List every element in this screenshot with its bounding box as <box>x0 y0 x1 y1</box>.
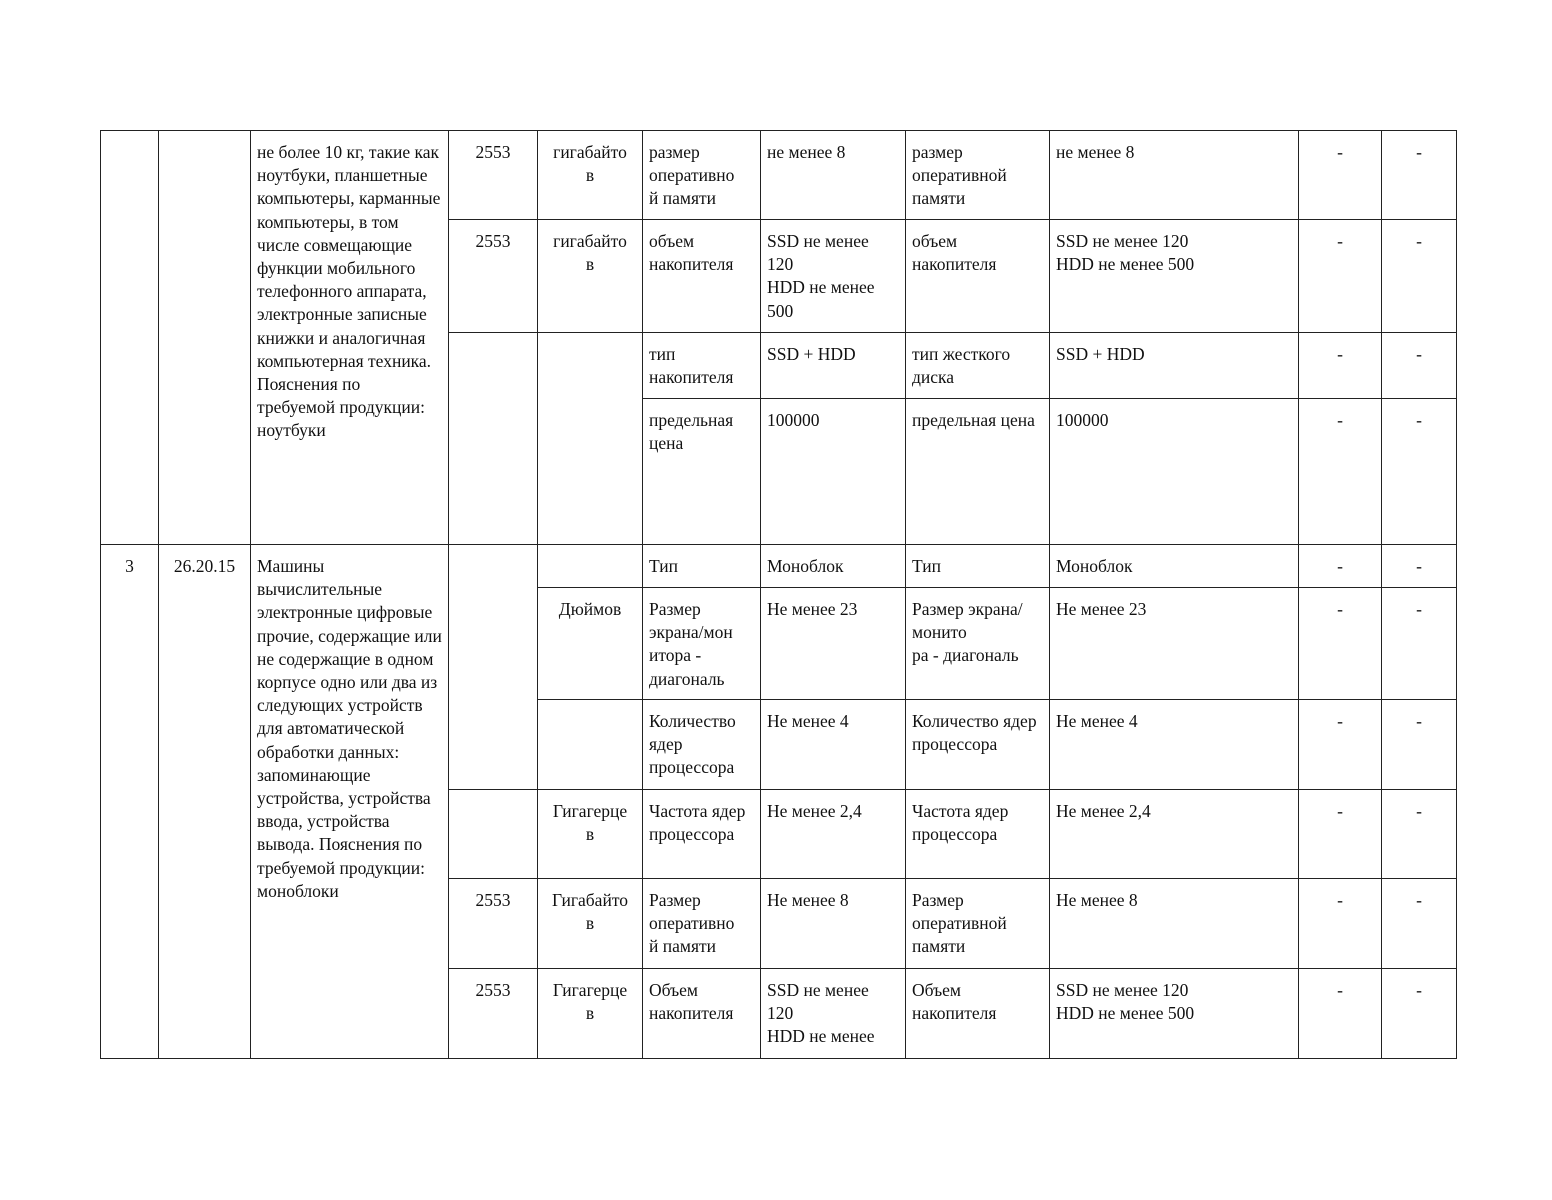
cell-value-approved: SSD + HDD <box>1050 333 1299 399</box>
cell-unit: Гигагерце в <box>538 969 643 1059</box>
cell-dash: - <box>1382 879 1457 969</box>
cell-okei: 2553 <box>449 131 538 220</box>
cell-dash: - <box>1382 131 1457 220</box>
characteristics-table <box>100 130 1457 1059</box>
cell-num: 3 <box>101 545 159 1059</box>
cell-dash: - <box>1382 220 1457 333</box>
cell-characteristic: Тип <box>643 545 761 588</box>
cell-dash: - <box>1299 545 1382 588</box>
cell-characteristic: объем накопителя <box>643 220 761 333</box>
cell-characteristic-approved: Частота ядер процессора <box>906 790 1050 879</box>
cell-unit <box>538 333 643 545</box>
cell-value-approved: Моноблок <box>1050 545 1299 588</box>
cell-characteristic: предельная цена <box>643 399 761 545</box>
cell-value-approved: SSD не менее 120 HDD не менее 500 <box>1050 969 1299 1059</box>
cell-okei: 2553 <box>449 969 538 1059</box>
cell-dash: - <box>1382 545 1457 588</box>
table-row <box>101 131 1457 220</box>
cell-dash: - <box>1299 131 1382 220</box>
cell-characteristic-approved: объем накопителя <box>906 220 1050 333</box>
cell-value-approved: SSD не менее 120 HDD не менее 500 <box>1050 220 1299 333</box>
cell-characteristic-approved: Объем накопителя <box>906 969 1050 1059</box>
cell-unit: гигабайто в <box>538 220 643 333</box>
cell-value: Моноблок <box>761 545 906 588</box>
cell-characteristic: размер оперативно й памяти <box>643 131 761 220</box>
document-page <box>100 130 1456 1059</box>
cell-dash: - <box>1299 220 1382 333</box>
cell-value-approved: Не менее 2,4 <box>1050 790 1299 879</box>
cell-value: не менее 8 <box>761 131 906 220</box>
cell-characteristic-approved: Размер экрана/монито ра - диагональ <box>906 588 1050 700</box>
cell-characteristic-approved: Размер оперативной памяти <box>906 879 1050 969</box>
cell-okei <box>449 790 538 879</box>
cell-value: Не менее 2,4 <box>761 790 906 879</box>
cell-unit: Дюймов <box>538 588 643 700</box>
cell-unit <box>538 700 643 790</box>
cell-value-approved: не менее 8 <box>1050 131 1299 220</box>
cell-dash: - <box>1382 399 1457 545</box>
cell-characteristic-approved: размер оперативной памяти <box>906 131 1050 220</box>
cell-characteristic: Размер экрана/мон итора - диагональ <box>643 588 761 700</box>
cell-dash: - <box>1299 399 1382 545</box>
cell-unit: Гигагерце в <box>538 790 643 879</box>
cell-characteristic: тип накопителя <box>643 333 761 399</box>
cell-value-approved: Не менее 23 <box>1050 588 1299 700</box>
cell-description: Машины вычислительные электронные цифровые прочие, содержащие или не содержащие в одном корпусе одно или два из следующих устройств для автоматической обработки данных: запоминающие устройства, устройства ввода, устройства вывода. Пояснения по требуемой продукции: моноблоки <box>251 545 449 1059</box>
cell-value: SSD не менее 120 HDD не менее 500 <box>761 220 906 333</box>
cell-dash: - <box>1299 333 1382 399</box>
cell-value-approved: 100000 <box>1050 399 1299 545</box>
cell-dash: - <box>1382 333 1457 399</box>
cell-value: Не менее 8 <box>761 879 906 969</box>
cell-code: 26.20.15 <box>159 545 251 1059</box>
cell-value: 100000 <box>761 399 906 545</box>
cell-characteristic-approved: тип жесткого диска <box>906 333 1050 399</box>
cell-characteristic: Объем накопителя <box>643 969 761 1059</box>
cell-characteristic: Частота ядер процессора <box>643 790 761 879</box>
cell-num <box>101 131 159 545</box>
table-row <box>101 545 1457 588</box>
cell-dash: - <box>1299 969 1382 1059</box>
cell-value-approved: Не менее 8 <box>1050 879 1299 969</box>
cell-unit <box>538 545 643 588</box>
cell-dash: - <box>1299 588 1382 700</box>
cell-characteristic: Размер оперативно й памяти <box>643 879 761 969</box>
cell-dash: - <box>1382 790 1457 879</box>
cell-dash: - <box>1299 790 1382 879</box>
cell-value: SSD не менее 120 HDD не менее <box>761 969 906 1059</box>
cell-description: не более 10 кг, такие как ноутбуки, планшетные компьютеры, карманные компьютеры, в том числе совмещающие функции мобильного телефонного аппарата, электронные записные книжки и аналогичная компьютерная техника. Пояснения по требуемой продукции: ноутбуки <box>251 131 449 545</box>
cell-characteristic-approved: Количество ядер процессора <box>906 700 1050 790</box>
cell-okei <box>449 545 538 790</box>
cell-okei: 2553 <box>449 220 538 333</box>
cell-value-approved: Не менее 4 <box>1050 700 1299 790</box>
cell-okei <box>449 333 538 545</box>
cell-code <box>159 131 251 545</box>
cell-okei: 2553 <box>449 879 538 969</box>
cell-value: Не менее 4 <box>761 700 906 790</box>
cell-dash: - <box>1299 879 1382 969</box>
cell-unit: Гигабайто в <box>538 879 643 969</box>
cell-value: SSD + HDD <box>761 333 906 399</box>
cell-value: Не менее 23 <box>761 588 906 700</box>
cell-characteristic-approved: предельная цена <box>906 399 1050 545</box>
cell-dash: - <box>1382 588 1457 700</box>
cell-unit: гигабайто в <box>538 131 643 220</box>
cell-characteristic: Количество ядер процессора <box>643 700 761 790</box>
cell-dash: - <box>1382 969 1457 1059</box>
cell-dash: - <box>1299 700 1382 790</box>
cell-characteristic-approved: Тип <box>906 545 1050 588</box>
cell-dash: - <box>1382 700 1457 790</box>
